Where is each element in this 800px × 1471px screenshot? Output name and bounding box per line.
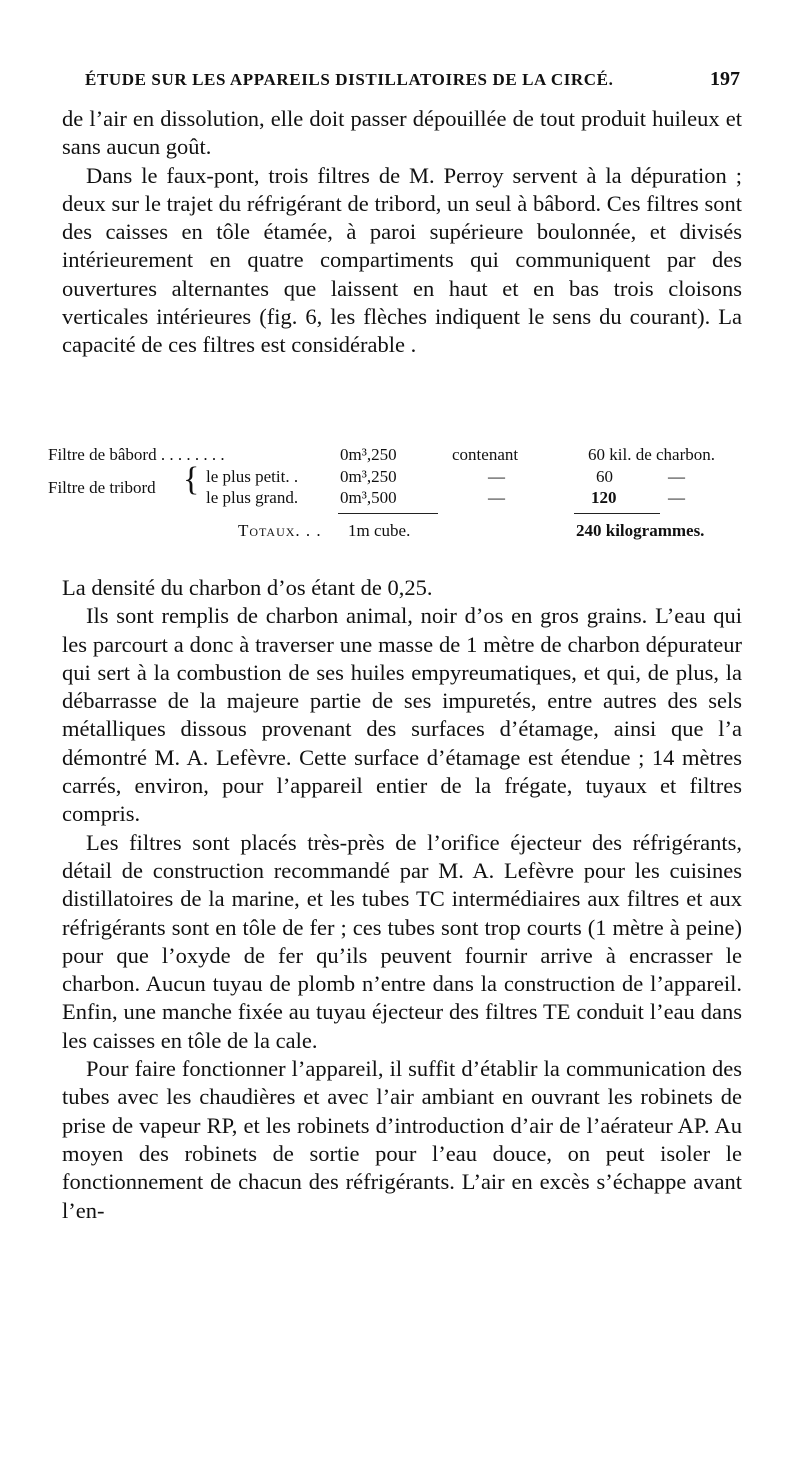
totals-kg: 240 kilogrammes. bbox=[576, 521, 705, 540]
row-large-volume: 0m³,500 bbox=[340, 488, 397, 507]
row-babord-word: contenant bbox=[452, 445, 519, 464]
row-babord-label: Filtre de bâbord . . . . . . . . bbox=[48, 445, 225, 464]
totals-label: Totaux. . . bbox=[238, 521, 322, 540]
row-small-kg: 60 bbox=[596, 467, 613, 486]
totals-volume: 1m cube. bbox=[348, 521, 411, 540]
filter-capacity-table bbox=[48, 445, 748, 555]
paragraph: Les filtres sont placés très-près de l’orifice éjecteur des réfrigérants, détail de construction recommandé par M. A. Lefèvre pour les cuisines distillatoires de la marine, et les tubes TC intermédiaires aux filtres et aux réfrigérants sont en tôle de fer ; ces tubes sont trop courts (1 mètre à peine) pour que l’oxyde de fer qu’ils peuvent fournir arrive à encrasser le charbon. Aucun tuyau de plomb n’entre dans la construction de l’appareil. Enfin, une manche fixée au tuyau éjecteur des filtres TE conduit l’eau dans les caisses en tôle de la cale. bbox=[62, 829, 742, 1053]
running-header bbox=[85, 68, 740, 91]
row-large-dash: — bbox=[488, 488, 505, 507]
row-large-kg: 120 bbox=[591, 488, 617, 507]
page-number: 197 bbox=[710, 68, 740, 90]
paragraph: Ils sont remplis de charbon animal, noir d’os en gros grains. L’eau qui les parcourt a donc à traverser une masse de 1 mètre de charbon dépurateur qui sert à la combustion de ses huiles empyreumatiques, et qui, de plus, la débarrasse de la majeure partie de ses impuretés, entre autres des sels métalliques dissous provenant des surfaces d’étamage, ainsi que l’a démontré M. A. Lefèvre. Cette surface d’étamage est étendue ; 14 mètres carrés, environ, pour l’appareil entier de la frégate, tuyaux et filtres compris. bbox=[62, 603, 742, 827]
row-small-dash: — bbox=[488, 467, 505, 486]
paragraph: Pour faire fonctionner l’appareil, il suffit d’établir la communication des tubes avec les chaudières et avec l’air ambiant en ouvrant les robinets de prise de vapeur RP, et les robinets d’introduction d’air de l’aérateur AP. Au moyen des robinets de sortie pour l’eau douce, on peut isoler le fonctionnement de chacun des réfrigérants. L’air en excès s’échappe avant l’en- bbox=[62, 1056, 742, 1223]
volume-sum-rule bbox=[338, 513, 438, 514]
kg-sum-rule bbox=[574, 513, 660, 514]
row-babord-kg: 60 kil. de charbon. bbox=[588, 445, 715, 464]
tribord-label: Filtre de tribord bbox=[48, 478, 156, 497]
paragraph: Dans le faux-pont, trois filtres de M. Perroy servent à la dépuration ; deux sur le trajet du réfrigérant de tribord, un seul à bâbord. Ces filtres sont des caisses en tôle étamée, à paroi supérieure boulonnée, et divisés intérieurement en quatre compartiments qui communiquent par des ouvertures alternantes que laissent en haut et en bas trois cloisons verticales intérieures (fig. 6, les flèches indiquent le sens du courant). La capacité de ces filtres est considérable . bbox=[62, 162, 742, 358]
row-large-tail: — bbox=[668, 488, 685, 507]
row-large-sub: le plus grand. bbox=[206, 488, 299, 507]
text-block-top bbox=[62, 105, 742, 360]
running-title: ÉTUDE SUR LES APPAREILS DISTILLATOIRES DE LA CIRCÉ. bbox=[85, 70, 614, 89]
text-block-bottom bbox=[62, 574, 742, 1225]
brace-glyph: { bbox=[183, 461, 200, 498]
row-small-tail: — bbox=[668, 467, 685, 486]
paragraph: de l’air en dissolution, elle doit passer dépouillée de tout produit huileux et sans aucun goût. bbox=[62, 106, 742, 160]
paragraph: La densité du charbon d’os étant de 0,25. bbox=[62, 575, 433, 600]
row-babord-volume: 0m³,250 bbox=[340, 445, 397, 464]
row-small-sub: le plus petit. . bbox=[206, 467, 299, 486]
row-small-volume: 0m³,250 bbox=[340, 467, 397, 486]
